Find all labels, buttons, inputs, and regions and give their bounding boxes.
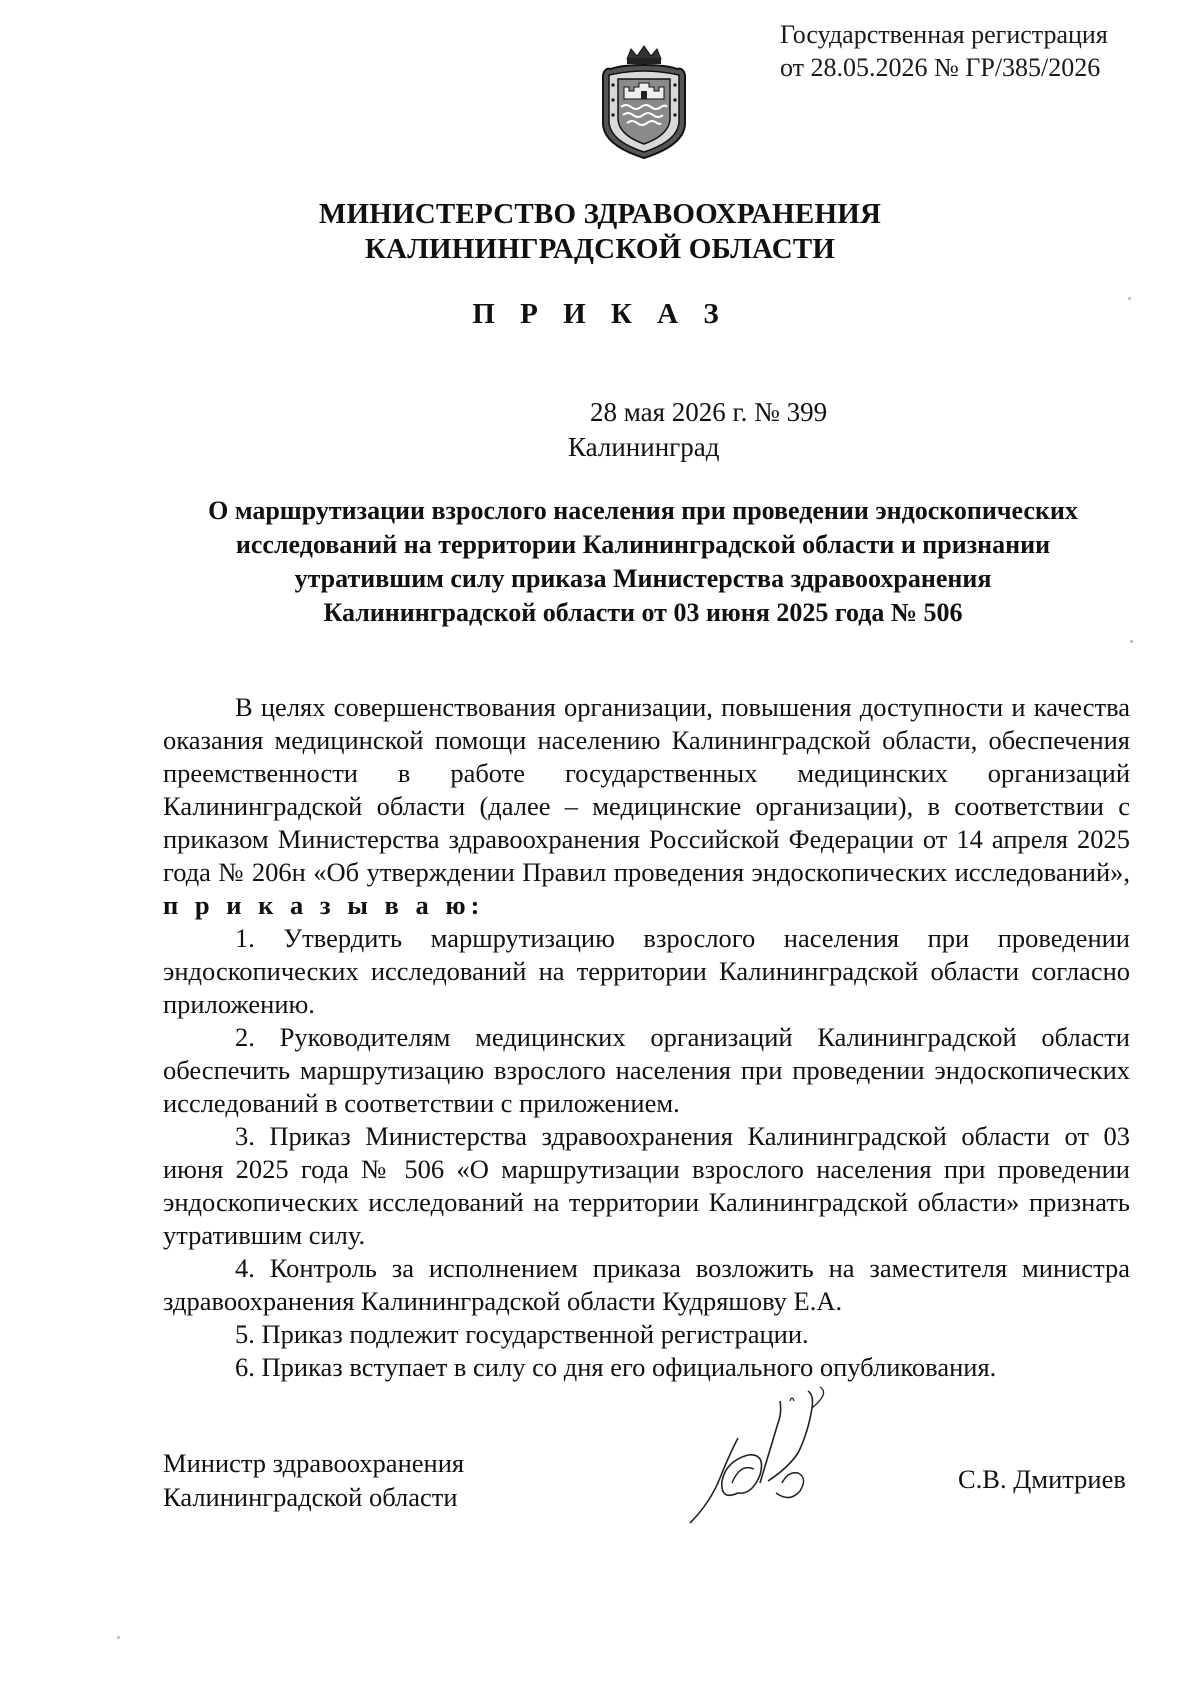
order-item-4: 4. Контроль за исполнением приказа возложить на заместителя министра здравоохранения Калининградской области Кудряшову Е.А. bbox=[163, 1253, 1130, 1316]
order-city: Калининград bbox=[568, 432, 720, 462]
order-heading-line-2: исследований на территории Калининградской области и признании bbox=[235, 530, 1051, 559]
ministry-name-line-2: КАЛИНИНГРАДСКОЙ ОБЛАСТИ bbox=[364, 233, 836, 265]
registration-line-2: от 28.05.2026 № ГР/385/2026 bbox=[780, 53, 1101, 82]
kaliningrad-coat-of-arms-icon bbox=[597, 45, 691, 160]
signatory-position-line-2: Калининградской области bbox=[163, 1482, 458, 1512]
registration-line-1: Государственная регистрация bbox=[780, 20, 1108, 49]
order-heading-line-3: утратившим силу приказа Министерства здравоохранения bbox=[294, 564, 992, 593]
order-date-number: 28 мая 2026 г. № 399 bbox=[590, 397, 828, 427]
preamble-paragraph bbox=[163, 691, 1130, 922]
scan-speck bbox=[1130, 640, 1133, 643]
handwritten-signature-icon bbox=[680, 1383, 860, 1533]
registration-stamp bbox=[780, 18, 1108, 84]
order-body bbox=[163, 691, 1130, 1384]
signatory-position-line-1: Министр здравоохранения bbox=[163, 1448, 465, 1478]
order-item-1: 1. Утвердить маршрутизацию взрослого населения при проведении эндоскопических исследований на территории Калининградской области согласно приложению. bbox=[163, 923, 1130, 1019]
signatory-name: С.В. Дмитриев bbox=[958, 1464, 1126, 1494]
order-item-6: 6. Приказ вступает в силу со дня его официального опубликования. bbox=[235, 1352, 997, 1382]
command-word: п р и к а з ы в а ю: bbox=[163, 890, 485, 920]
order-heading bbox=[160, 494, 1126, 630]
order-heading-line-4: Калининградской области от 03 июня 2025 года № 506 bbox=[323, 598, 963, 627]
order-heading-line-1: О маршрутизации взрослого населения при проведении эндоскопических bbox=[208, 496, 1078, 525]
order-item-2: 2. Руководителям медицинских организаций Калининградской области обеспечить маршрутизацию взрослого населения при проведении эндоскопических исследований в соответствии с приложением. bbox=[163, 1022, 1130, 1118]
order-item-5: 5. Приказ подлежит государственной регистрации. bbox=[235, 1319, 809, 1349]
preamble-text: В целях совершенствования организации, повышения доступности и качества оказания медицинской помощи населению Калининградской области, обеспечения преемственности в работе государственных медицинских организаций Калининградской области (далее – медицинские организации), в соответствии с приказом Министерства здравоохранения Российской Федерации от 14 апреля 2025 года № 206н «Об утверждении Правил проведения эндоскопических исследований», bbox=[163, 692, 1130, 887]
scan-speck bbox=[1128, 297, 1131, 300]
scan-speck bbox=[117, 1636, 120, 1639]
signatory-position bbox=[163, 1446, 464, 1514]
ministry-name bbox=[0, 197, 1200, 267]
ministry-name-line-1: МИНИСТЕРСТВО ЗДРАВООХРАНЕНИЯ bbox=[318, 198, 882, 230]
order-item-3: 3. Приказ Министерства здравоохранения Калининградской области от 03 июня 2025 года № 506 «О маршрутизации взрослого населения при проведении эндоскопических исследований на территории Калининградской области» признать утратившим силу. bbox=[163, 1121, 1130, 1250]
order-type-title: П Р И К А З bbox=[472, 298, 728, 330]
